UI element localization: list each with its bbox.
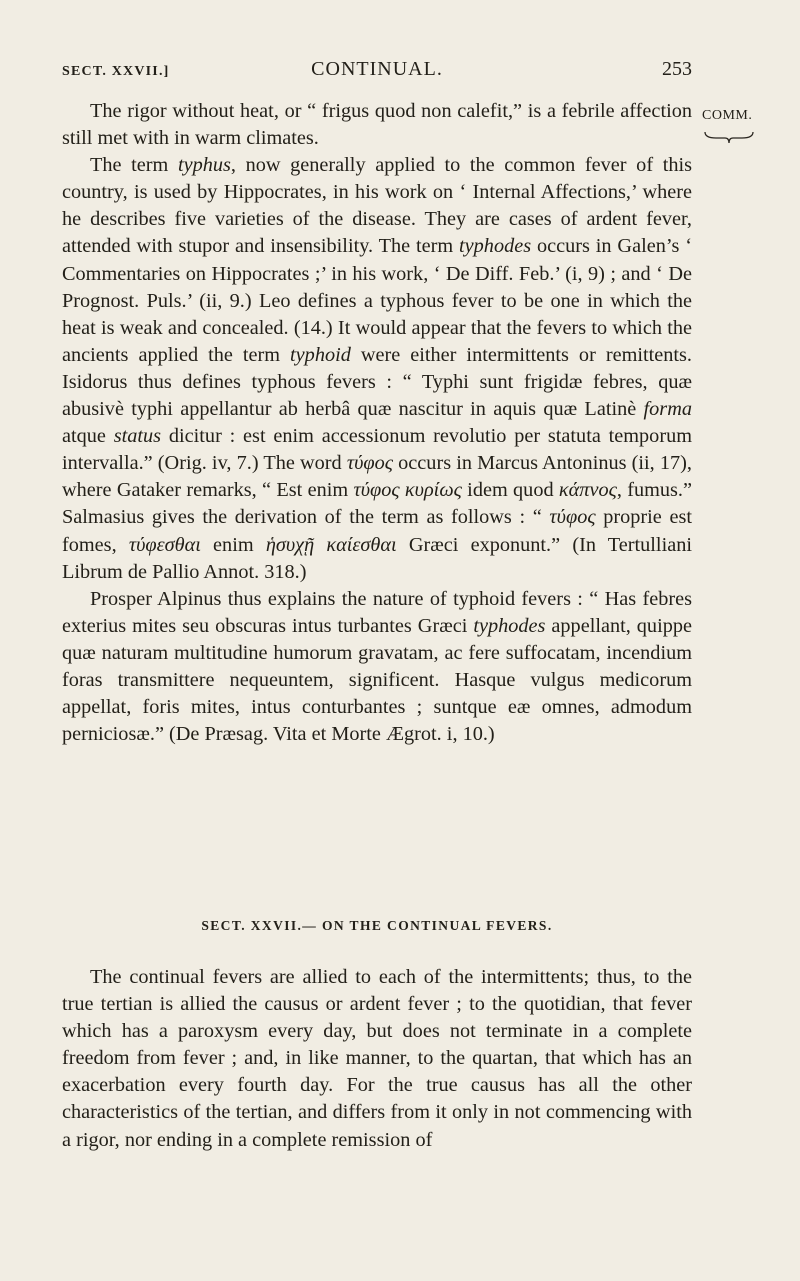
margin-brace-icon — [704, 130, 754, 144]
running-header — [62, 58, 692, 88]
section-heading: SECT. XXVII.— ON THE CONTINUAL FEVERS. — [201, 918, 553, 933]
paragraph-continual-fevers: The continual fevers are allied to each of the intermittents; thus, to the true tertian is allied the causus or ardent fever ; to the quotidian, that fever which has a paroxysm every day, but does not terminate in a complete freedom from fever ; and, in like manner, to the quartan, that which has an exacerbation every fourth day. For the true causus has all the other characteristics of the tertian, and differs from it only in not commencing with a rigor, nor ending in a complete remission of — [62, 966, 692, 1151]
paragraph-typhus: The term typhus, now generally applied to the common fever of this country, is used by Hippocrates, in his work on ‘ Internal Affections,’ where he describes five varieties of the disease. They are cases of ardent fever, attended with stupor and insensibility. The term typhodes occurs in Galen’s ‘ Commentaries on Hippocrates ;’ in his work, ‘ De Diff. Feb.’ (i, 9) ; and ‘ De Prognost. Puls.’ (ii, 9.) Leo defines a typhous fever to be one in which the heat is weak and concealed. (14.) It would appear that the fevers to which the ancients applied the term typhoid were either intermittents or remittents. Isidorus thus defines typhous fevers : “ Typhi sunt frigidæ febres, quæ abusivè typhi appellantur ab herbâ quæ nascitur in aquis quæ Latinè forma atque status dicitur : est enim accessionum revolutio per statuta temporum intervalla.” (Orig. iv, 7.) The word τύφος occurs in Marcus Antoninus (ii, 17), where Gataker remarks, “ Est enim τύφος κυρίως idem quod κάπνος, fumus.” Salmasius gives the derivation of the term as follows : “ τύφος proprie est fomes, τύφεσθαι enim ἡσυχῇ καίεσθαι Græci exponunt.” (In Tertulliani Librum de Pallio Annot. 318.) — [62, 154, 692, 583]
margin-note: COMM. — [702, 108, 753, 123]
page-number: 253 — [662, 58, 692, 80]
section-reference: SECT. XXVII.] — [62, 64, 170, 79]
paragraph-prosper-alpinus: Prosper Alpinus thus explains the nature of typhoid fevers : “ Has febres exterius mites seu obscuras intus turbantes Græci typhodes appellant, quippe quæ naturam multitudine humorum gravatam, ac fere suffocatam, incendium foras transmittere nequeuntem, significent. Hasque vulgus medicorum appellat, foris mites, intus conturbantes ; suntque eæ omnes, admodum perniciosæ.” (De Præsag. Vita et Morte Ægrot. i, 10.) — [62, 587, 692, 746]
running-title: CONTINUAL. — [311, 58, 443, 80]
section-text — [62, 964, 692, 1154]
main-text — [62, 98, 692, 748]
paragraph-rigor: The rigor without heat, or “ frigus quod non calefit,” is a febrile affection still met with in warm climates. — [62, 100, 692, 150]
